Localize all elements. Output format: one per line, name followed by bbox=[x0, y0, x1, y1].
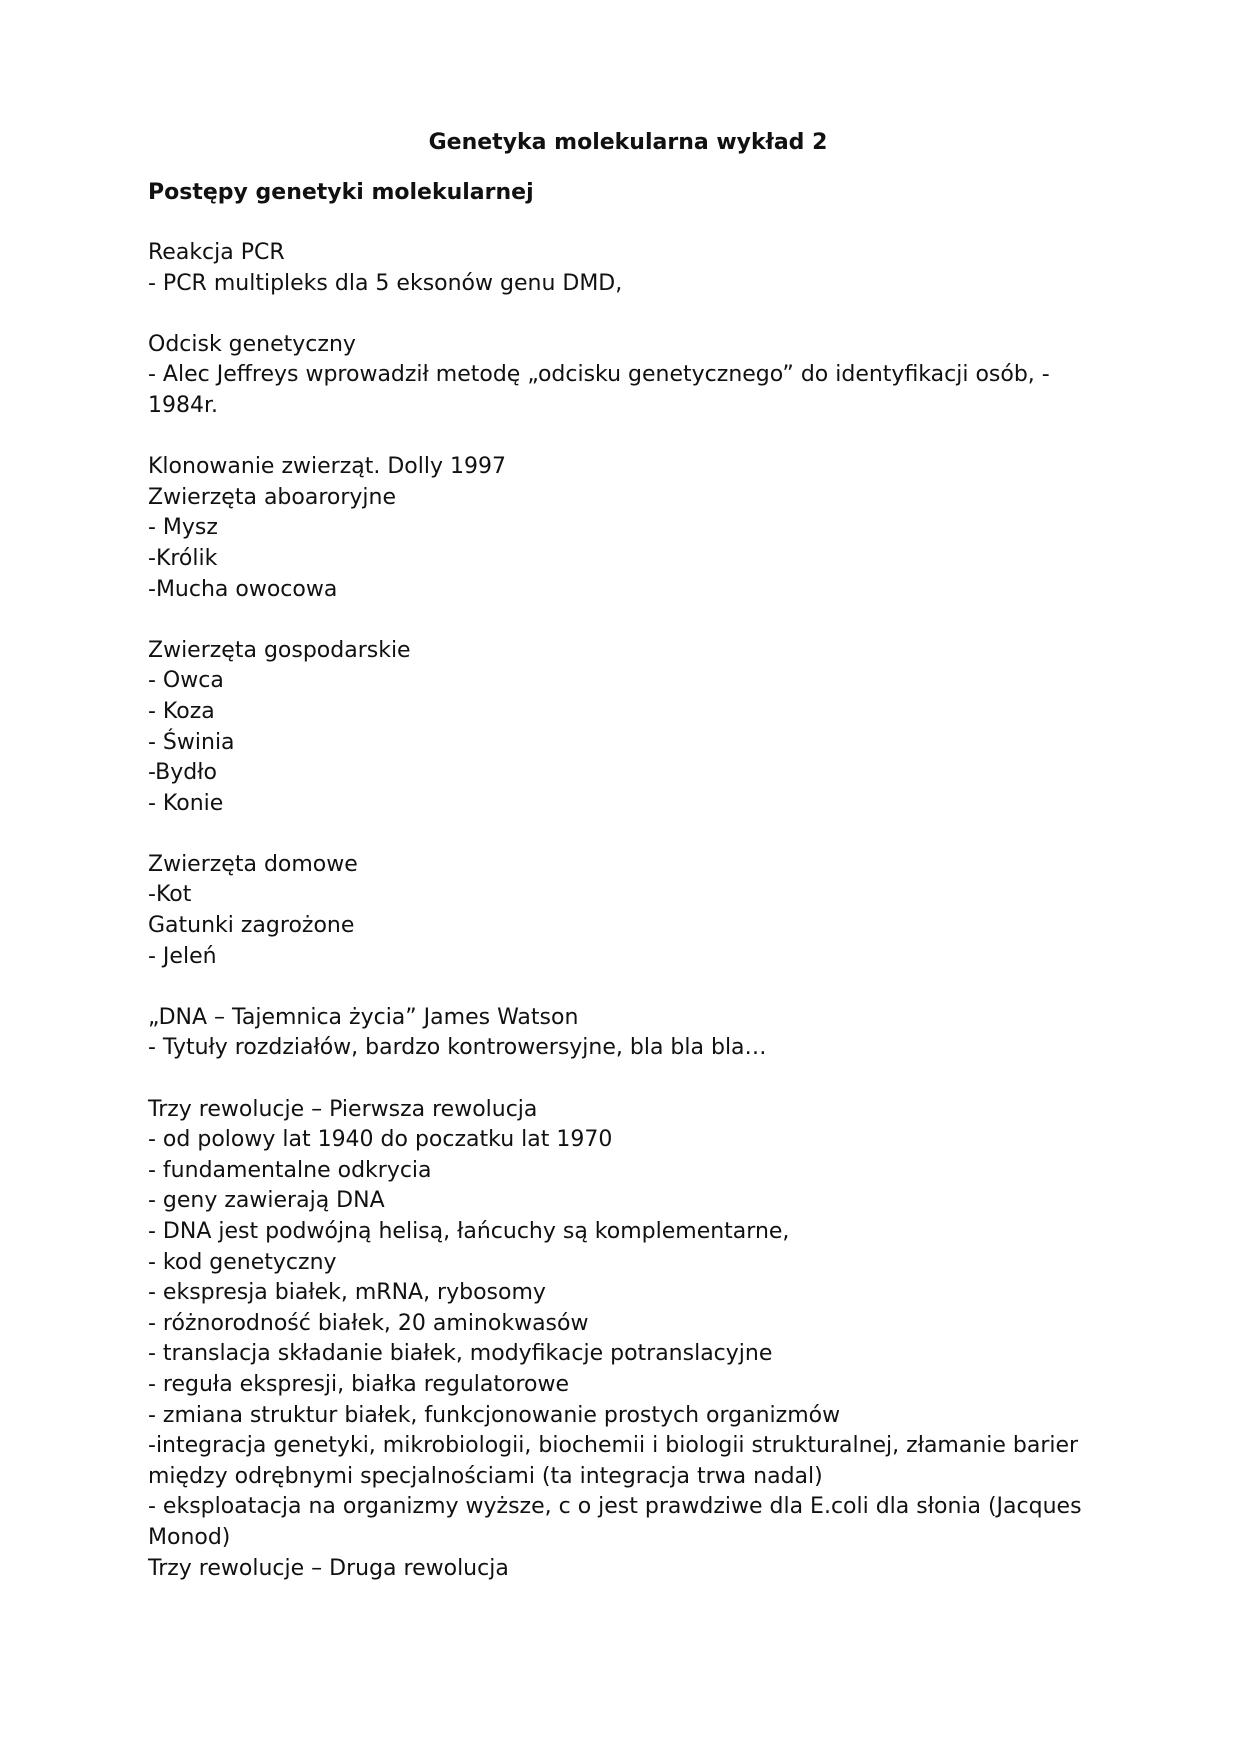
text-line: - Świnia bbox=[148, 729, 235, 755]
section-heading: Postępy genetyki molekularnej bbox=[148, 180, 534, 205]
text-line: -Bydło bbox=[148, 760, 217, 786]
text-line: - DNA jest podwójną helisą, łańcuchy są komplementarne, bbox=[148, 1219, 790, 1244]
document-page bbox=[148, 128, 1108, 1584]
document-title: Genetyka molekularna wykład 2 bbox=[428, 130, 828, 155]
text-line: Gatunki zagrożone bbox=[148, 913, 355, 939]
text-line: - geny zawierają DNA bbox=[148, 1188, 385, 1214]
text-line: Klonowanie zwierząt. Dolly 1997 bbox=[148, 454, 506, 480]
text-line: - reguła ekspresji, białka regulatorowe bbox=[148, 1371, 570, 1397]
text-line: Reakcja PCR bbox=[148, 240, 285, 265]
text-line: - Koza bbox=[148, 698, 215, 724]
text-line: - Alec Jeffreys wprowadził metodę „odcisku genetycznego” do identyfikacji osób, - 1984r. bbox=[148, 362, 1050, 418]
text-line: - zmiana struktur białek, funkcjonowanie prostych organizmów bbox=[148, 1402, 841, 1428]
blank-line bbox=[148, 1064, 1108, 1095]
text-line: - różnorodność białek, 20 aminokwasów bbox=[148, 1310, 589, 1336]
blank-line bbox=[148, 605, 1108, 636]
text-line: - Mysz bbox=[148, 515, 218, 541]
text-line: - fundamentalne odkrycia bbox=[148, 1157, 432, 1183]
text-line: - ekspresja białek, mRNA, rybosomy bbox=[148, 1280, 546, 1306]
text-line: - od polowy lat 1940 do poczatku lat 1970 bbox=[148, 1127, 613, 1153]
text-line: Zwierzęta domowe bbox=[148, 851, 358, 877]
text-line: - translacja składanie białek, modyfikacje potranslacyjne bbox=[148, 1341, 773, 1367]
text-line: Odcisk genetyczny bbox=[148, 331, 356, 357]
blank-line bbox=[148, 819, 1108, 850]
text-line: Zwierzęta aboaroryjne bbox=[148, 484, 397, 510]
text-line: -Kot bbox=[148, 882, 192, 908]
text-line: -Królik bbox=[148, 545, 218, 571]
text-line: - eksploatacja na organizmy wyższe, c o jest prawdziwe dla E.coli dla słonia (Jacques Monod) bbox=[148, 1494, 1082, 1550]
text-line: -Mucha owocowa bbox=[148, 576, 338, 602]
document-body bbox=[148, 238, 1108, 1584]
blank-line bbox=[148, 972, 1108, 1003]
text-line: - kod genetyczny bbox=[148, 1249, 337, 1275]
text-line: Trzy rewolucje – Pierwsza rewolucja bbox=[148, 1096, 538, 1122]
text-line: - Owca bbox=[148, 668, 224, 694]
text-line: Zwierzęta gospodarskie bbox=[148, 637, 411, 663]
text-line: -integracja genetyki, mikrobiologii, biochemii i biologii strukturalnej, złamanie barier między odrębnymi specjalnościami (ta integracja trwa nadal) bbox=[148, 1433, 1079, 1489]
text-line: - Jeleń bbox=[148, 943, 217, 969]
text-line: „DNA – Tajemnica życia” James Watson bbox=[148, 1004, 579, 1030]
blank-line bbox=[148, 299, 1108, 330]
blank-line bbox=[148, 422, 1108, 453]
text-line: - Tytuły rozdziałów, bardzo kontrowersyjne, bla bla bla… bbox=[148, 1035, 767, 1061]
text-line: - PCR multipleks dla 5 eksonów genu DMD, bbox=[148, 270, 623, 296]
text-line: Trzy rewolucje – Druga rewolucja bbox=[148, 1555, 509, 1581]
text-line: - Konie bbox=[148, 790, 224, 816]
